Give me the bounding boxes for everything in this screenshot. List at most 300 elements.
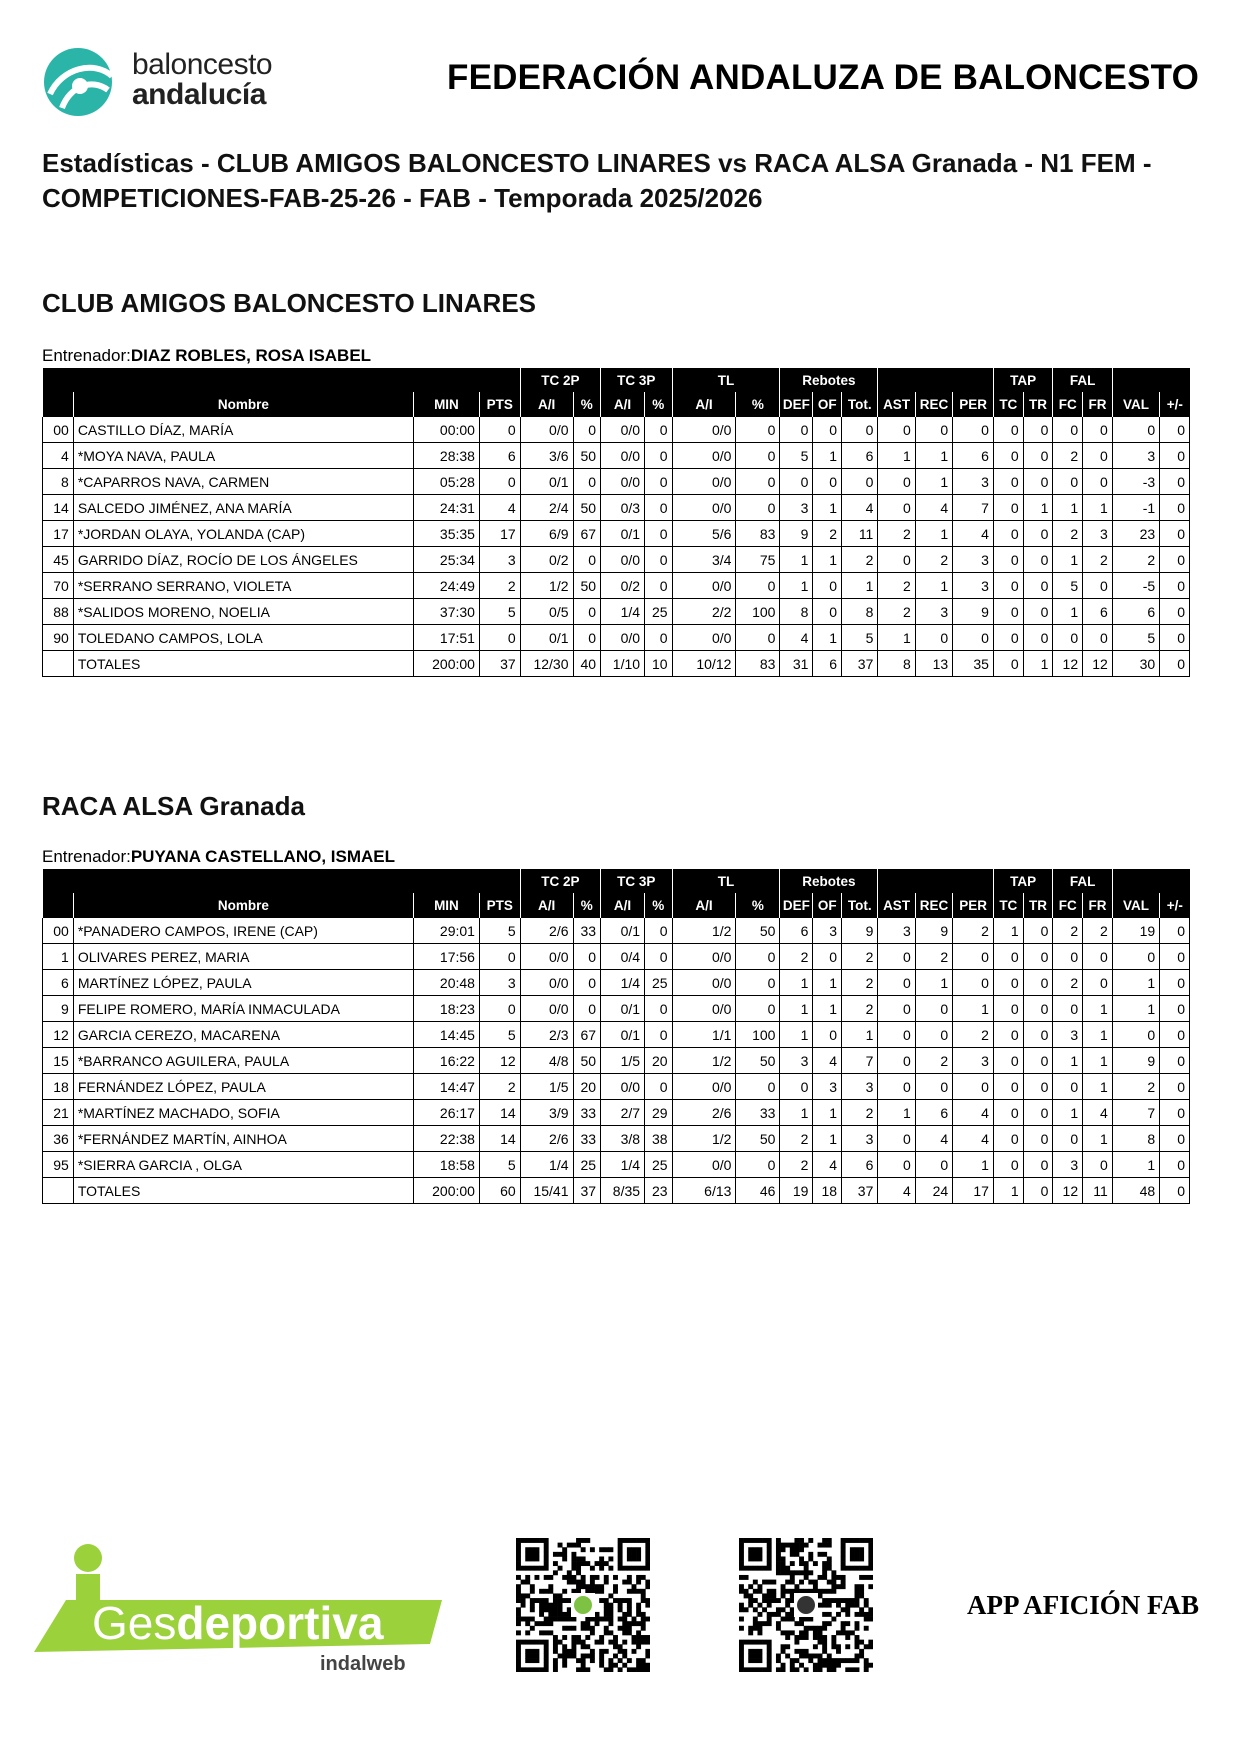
cell-tl-ai: 6/13 [672,1178,736,1204]
player-row [43,521,1190,547]
cell-tc: 0 [993,417,1023,443]
group-header-row [43,368,1190,392]
cell-tl-ai: 0/0 [672,1074,736,1100]
column-header-tc: TC [993,392,1023,417]
cell-nombre: *FERNÁNDEZ MARTÍN, AINHOA [73,1126,413,1152]
cell-nombre: *PANADERO CAMPOS, IRENE (CAP) [73,918,413,944]
cell-tc2p-pct: 33 [573,918,601,944]
cell-tl-ai: 0/0 [672,495,736,521]
cell-tc2p-ai: 1/5 [520,1074,573,1100]
column-header-tc: TC [993,893,1023,918]
cell-rec: 0 [915,417,952,443]
cell-rec: 6 [915,1100,952,1126]
cell-tot: 37 [842,1178,878,1204]
group-header-tap: TAP [993,368,1052,392]
cell-tr: 1 [1023,495,1053,521]
cell-ast: 0 [878,495,915,521]
cell-per: 3 [953,469,994,495]
cell-plus-minus: 0 [1160,944,1190,970]
cell-fc: 1 [1053,1048,1083,1074]
cell-tot: 3 [842,1126,878,1152]
cell-of: 1 [813,495,842,521]
cell-tc: 0 [993,1048,1023,1074]
cell-tc: 0 [993,1074,1023,1100]
cell-def: 0 [780,1074,813,1100]
cell-nombre: GARRIDO DÍAZ, ROCÍO DE LOS ÁNGELES [73,547,413,573]
cell-tc2p-pct: 50 [573,573,601,599]
logo-text-bottom: andalucía [132,78,266,111]
cell-tc2p-ai: 0/0 [520,944,573,970]
cell-val: 3 [1112,443,1159,469]
cell-tc2p-ai: 0/5 [520,599,573,625]
column-header-plus-minus: +/- [1160,893,1190,918]
cell-tc: 0 [993,970,1023,996]
cell-def: 9 [780,521,813,547]
cell-val: -3 [1112,469,1159,495]
cell-per: 1 [953,996,994,1022]
cell-tl-pct: 50 [736,1126,780,1152]
cell-tc2p-pct: 67 [573,1022,601,1048]
cell-of: 6 [813,651,842,677]
cell-tc3p-ai: 0/0 [601,417,645,443]
cell-tc2p-ai: 0/0 [520,970,573,996]
cell-fc: 1 [1053,599,1083,625]
cell-val: 9 [1112,1048,1159,1074]
cell-def: 1 [780,996,813,1022]
cell-pts: 12 [479,1048,520,1074]
cell-nombre: *CAPARROS NAVA, CARMEN [73,469,413,495]
cell-tc3p-pct: 25 [645,1152,673,1178]
cell-val: 30 [1112,651,1159,677]
cell-val: -1 [1112,495,1159,521]
column-header-val: VAL [1112,893,1159,918]
cell-pts: 5 [479,1022,520,1048]
cell-min: 22:38 [413,1126,479,1152]
cell-tl-ai: 0/0 [672,625,736,651]
cell-tl-pct: 0 [736,417,780,443]
cell-fc: 0 [1053,996,1083,1022]
document-title: Estadísticas - CLUB AMIGOS BALONCESTO LINARES vs RACA ALSA Granada - N1 FEM - COMPETICIONES-FAB-25-26 - FAB - Temporada 2025/2026 [42,148,1152,213]
cell-tl-ai: 10/12 [672,651,736,677]
cell-tc2p-pct: 0 [573,970,601,996]
cell-def: 31 [780,651,813,677]
cell-fc: 2 [1053,521,1083,547]
cell-tl-ai: 1/1 [672,1022,736,1048]
cell-tl-ai: 0/0 [672,443,736,469]
cell-of: 0 [813,1022,842,1048]
column-header-tr: TR [1023,893,1053,918]
cell-tc3p-pct: 0 [645,495,673,521]
cell-fc: 0 [1053,1074,1083,1100]
coach-label: Entrenador: [42,346,131,365]
cell-tl-ai: 5/6 [672,521,736,547]
cell-of: 2 [813,521,842,547]
logo-text-top: baloncesto [132,48,273,81]
cell-nombre: OLIVARES PEREZ, MARIA [73,944,413,970]
cell-tc3p-ai: 0/3 [601,495,645,521]
cell-tc3p-ai: 0/4 [601,944,645,970]
cell-per: 3 [953,547,994,573]
cell-pts: 0 [479,944,520,970]
cell-ast: 0 [878,944,915,970]
cell-nombre: *JORDAN OLAYA, YOLANDA (CAP) [73,521,413,547]
cell-tc3p-pct: 0 [645,547,673,573]
cell-tr: 0 [1023,521,1053,547]
cell-tot: 1 [842,573,878,599]
group-header-tc3p: TC 3P [601,869,673,893]
player-row [43,417,1190,443]
cell-ast: 2 [878,521,915,547]
cell-tot: 2 [842,944,878,970]
cell-def: 4 [780,625,813,651]
column-header-tc2p-ai: A/I [520,392,573,417]
cell-tot: 11 [842,521,878,547]
team-1-coach [42,346,371,366]
column-header-of: OF [813,893,842,918]
cell-tc: 0 [993,573,1023,599]
player-row [43,918,1190,944]
cell-tc3p-pct: 25 [645,599,673,625]
cell-tl-pct: 0 [736,970,780,996]
cell-tot: 0 [842,417,878,443]
cell-dorsal: 6 [43,970,74,996]
cell-tl-pct: 33 [736,1100,780,1126]
cell-dorsal: 9 [43,996,74,1022]
cell-plus-minus: 0 [1160,1100,1190,1126]
cell-pts: 6 [479,443,520,469]
cell-tc3p-pct: 0 [645,573,673,599]
cell-tl-ai: 0/0 [672,996,736,1022]
cell-of: 1 [813,996,842,1022]
cell-rec: 0 [915,996,952,1022]
cell-tl-ai: 3/4 [672,547,736,573]
group-header-tl: TL [672,869,780,893]
cell-tl-ai: 1/2 [672,918,736,944]
cell-fr: 1 [1083,1126,1113,1152]
cell-tc3p-ai: 1/4 [601,1152,645,1178]
cell-tc2p-pct: 0 [573,417,601,443]
column-header-tr: TR [1023,392,1053,417]
sponsor-text: Gesdeportiva [92,1597,384,1649]
player-row [43,1074,1190,1100]
cell-per: 0 [953,417,994,443]
group-header-row [43,869,1190,893]
cell-rec: 0 [915,1022,952,1048]
cell-tc: 1 [993,918,1023,944]
cell-tc3p-ai: 0/1 [601,996,645,1022]
cell-per: 7 [953,495,994,521]
team-2-stats-table [42,869,1190,1204]
cell-tl-pct: 0 [736,1152,780,1178]
cell-tc3p-pct: 25 [645,970,673,996]
cell-val: 1 [1112,1152,1159,1178]
team-2-name: RACA ALSA Granada [42,791,305,821]
cell-of: 1 [813,1126,842,1152]
cell-tr: 0 [1023,573,1053,599]
cell-tr: 0 [1023,1022,1053,1048]
cell-fr: 11 [1083,1178,1113,1204]
cell-min: 35:35 [413,521,479,547]
cell-per: 3 [953,573,994,599]
cell-tl-ai: 0/0 [672,970,736,996]
cell-pts: 0 [479,996,520,1022]
cell-nombre: SALCEDO JIMÉNEZ, ANA MARÍA [73,495,413,521]
cell-min: 14:45 [413,1022,479,1048]
cell-fr: 12 [1083,651,1113,677]
cell-plus-minus: 0 [1160,469,1190,495]
cell-tc3p-ai: 1/10 [601,651,645,677]
cell-pts: 0 [479,469,520,495]
cell-plus-minus: 0 [1160,1126,1190,1152]
cell-tot: 5 [842,625,878,651]
cell-tc: 0 [993,495,1023,521]
cell-tc3p-pct: 0 [645,1074,673,1100]
player-row [43,547,1190,573]
cell-fc: 3 [1053,1022,1083,1048]
player-row [43,599,1190,625]
cell-val: 19 [1112,918,1159,944]
cell-val: 0 [1112,944,1159,970]
cell-tl-pct: 0 [736,573,780,599]
cell-fr: 4 [1083,1100,1113,1126]
cell-dorsal: 18 [43,1074,74,1100]
cell-tc3p-pct: 38 [645,1126,673,1152]
cell-ast: 4 [878,1178,915,1204]
cell-tc3p-pct: 0 [645,944,673,970]
column-header-row [43,893,1190,918]
cell-min: 20:48 [413,970,479,996]
cell-tc3p-pct: 0 [645,625,673,651]
cell-fc: 0 [1053,944,1083,970]
cell-dorsal: 4 [43,443,74,469]
cell-fc: 0 [1053,469,1083,495]
cell-rec: 1 [915,573,952,599]
cell-nombre: MARTÍNEZ LÓPEZ, PAULA [73,970,413,996]
column-header-def: DEF [780,392,813,417]
cell-tl-pct: 0 [736,625,780,651]
cell-ast: 0 [878,970,915,996]
cell-min: 28:38 [413,443,479,469]
cell-dorsal: 90 [43,625,74,651]
cell-min: 26:17 [413,1100,479,1126]
cell-min: 24:31 [413,495,479,521]
column-header-tl-pct: % [736,893,780,918]
cell-fc: 5 [1053,573,1083,599]
group-header-empty [878,368,994,392]
cell-min: 17:56 [413,944,479,970]
cell-tl-pct: 50 [736,918,780,944]
cell-def: 1 [780,970,813,996]
cell-tc2p-ai: 0/1 [520,625,573,651]
cell-tc3p-ai: 8/35 [601,1178,645,1204]
cell-tc: 0 [993,1100,1023,1126]
cell-tl-ai: 1/2 [672,1126,736,1152]
cell-fr: 6 [1083,599,1113,625]
cell-pts: 37 [479,651,520,677]
cell-val: 48 [1112,1178,1159,1204]
cell-dorsal: 36 [43,1126,74,1152]
player-row [43,1048,1190,1074]
totals-row [43,1178,1190,1204]
cell-fr: 0 [1083,944,1113,970]
cell-pts: 4 [479,495,520,521]
cell-nombre: *BARRANCO AGUILERA, PAULA [73,1048,413,1074]
cell-fr: 2 [1083,547,1113,573]
cell-fc: 2 [1053,918,1083,944]
cell-val: 0 [1112,1022,1159,1048]
cell-fr: 3 [1083,521,1113,547]
cell-tc2p-pct: 0 [573,469,601,495]
cell-min: 14:47 [413,1074,479,1100]
column-header-of: OF [813,392,842,417]
cell-fc: 1 [1053,495,1083,521]
cell-def: 3 [780,1048,813,1074]
cell-tc2p-ai: 1/4 [520,1152,573,1178]
cell-val: 7 [1112,1100,1159,1126]
cell-of: 0 [813,944,842,970]
column-header-tl-pct: % [736,392,780,417]
cell-tc: 0 [993,521,1023,547]
cell-fc: 0 [1053,1126,1083,1152]
cell-tc3p-pct: 20 [645,1048,673,1074]
cell-fr: 0 [1083,625,1113,651]
cell-fc: 12 [1053,651,1083,677]
cell-ast: 0 [878,1152,915,1178]
cell-def: 5 [780,443,813,469]
cell-dorsal: 70 [43,573,74,599]
cell-fr: 0 [1083,443,1113,469]
cell-nombre: TOTALES [73,1178,413,1204]
cell-dorsal: 00 [43,918,74,944]
cell-min: 29:01 [413,918,479,944]
qr-code-ios[interactable] [739,1538,873,1672]
cell-pts: 5 [479,1152,520,1178]
cell-rec: 2 [915,547,952,573]
qr-code-android[interactable] [516,1538,650,1672]
cell-def: 1 [780,1022,813,1048]
cell-nombre: TOLEDANO CAMPOS, LOLA [73,625,413,651]
cell-pts: 2 [479,1074,520,1100]
cell-tc3p-pct: 0 [645,521,673,547]
cell-tc2p-ai: 12/30 [520,651,573,677]
cell-nombre: *MARTÍNEZ MACHADO, SOFIA [73,1100,413,1126]
cell-tl-pct: 75 [736,547,780,573]
coach-name: DIAZ ROBLES, ROSA ISABEL [130,346,372,365]
group-header-tc2p: TC 2P [520,869,600,893]
cell-tc3p-ai: 1/5 [601,1048,645,1074]
baloncesto-andalucia-logo [40,42,280,122]
column-header-per: PER [953,392,994,417]
cell-nombre: *SALIDOS MORENO, NOELIA [73,599,413,625]
cell-pts: 14 [479,1100,520,1126]
cell-min: 16:22 [413,1048,479,1074]
cell-min: 37:30 [413,599,479,625]
cell-nombre: FERNÁNDEZ LÓPEZ, PAULA [73,1074,413,1100]
cell-tl-pct: 83 [736,651,780,677]
cell-of: 0 [813,573,842,599]
cell-nombre: GARCIA CEREZO, MACARENA [73,1022,413,1048]
cell-min: 05:28 [413,469,479,495]
column-header-row [43,392,1190,417]
cell-plus-minus: 0 [1160,573,1190,599]
cell-pts: 0 [479,417,520,443]
cell-ast: 2 [878,573,915,599]
cell-rec: 4 [915,495,952,521]
cell-fr: 1 [1083,1022,1113,1048]
cell-fr: 0 [1083,970,1113,996]
cell-of: 3 [813,1074,842,1100]
cell-tl-ai: 0/0 [672,944,736,970]
cell-fc: 1 [1053,1100,1083,1126]
cell-tc2p-ai: 2/3 [520,1022,573,1048]
cell-tl-pct: 0 [736,495,780,521]
column-header-tl-ai: A/I [672,893,736,918]
player-row [43,495,1190,521]
cell-tc: 1 [993,1178,1023,1204]
cell-tc3p-ai: 0/0 [601,1074,645,1100]
group-header-tap: TAP [993,869,1052,893]
cell-dorsal: 8 [43,469,74,495]
cell-rec: 13 [915,651,952,677]
cell-rec: 2 [915,1048,952,1074]
cell-plus-minus: 0 [1160,547,1190,573]
column-header-rec: REC [915,893,952,918]
cell-rec: 2 [915,944,952,970]
cell-plus-minus: 0 [1160,1178,1190,1204]
coach-label: Entrenador: [42,847,131,866]
cell-tr: 0 [1023,970,1053,996]
player-row [43,1152,1190,1178]
cell-per: 2 [953,1022,994,1048]
cell-val: 5 [1112,625,1159,651]
cell-tr: 0 [1023,443,1053,469]
cell-dorsal: 17 [43,521,74,547]
cell-tl-ai: 2/2 [672,599,736,625]
cell-dorsal [43,651,74,677]
cell-plus-minus: 0 [1160,1152,1190,1178]
cell-tl-ai: 2/6 [672,1100,736,1126]
cell-val: 8 [1112,1126,1159,1152]
group-header-rebotes: Rebotes [780,368,878,392]
column-header-tc2p-ai: A/I [520,893,573,918]
cell-val: 6 [1112,599,1159,625]
column-header-tot: Tot. [842,893,878,918]
team-1-name: CLUB AMIGOS BALONCESTO LINARES [42,288,537,318]
cell-tc3p-ai: 2/7 [601,1100,645,1126]
cell-tc3p-ai: 0/0 [601,443,645,469]
cell-of: 4 [813,1048,842,1074]
cell-def: 0 [780,469,813,495]
column-header-tc2p-pct: % [573,392,601,417]
cell-of: 1 [813,443,842,469]
cell-tot: 6 [842,1152,878,1178]
cell-min: 18:23 [413,996,479,1022]
column-header-def: DEF [780,893,813,918]
cell-dorsal: 12 [43,1022,74,1048]
cell-ast: 1 [878,1100,915,1126]
cell-tc2p-ai: 0/2 [520,547,573,573]
cell-tc: 0 [993,599,1023,625]
cell-plus-minus: 0 [1160,417,1190,443]
cell-per: 35 [953,651,994,677]
cell-pts: 5 [479,599,520,625]
column-header-nombre: Nombre [73,893,413,918]
cell-rec: 0 [915,1152,952,1178]
cell-fr: 0 [1083,1152,1113,1178]
cell-dorsal: 15 [43,1048,74,1074]
cell-ast: 1 [878,625,915,651]
cell-def: 2 [780,1126,813,1152]
